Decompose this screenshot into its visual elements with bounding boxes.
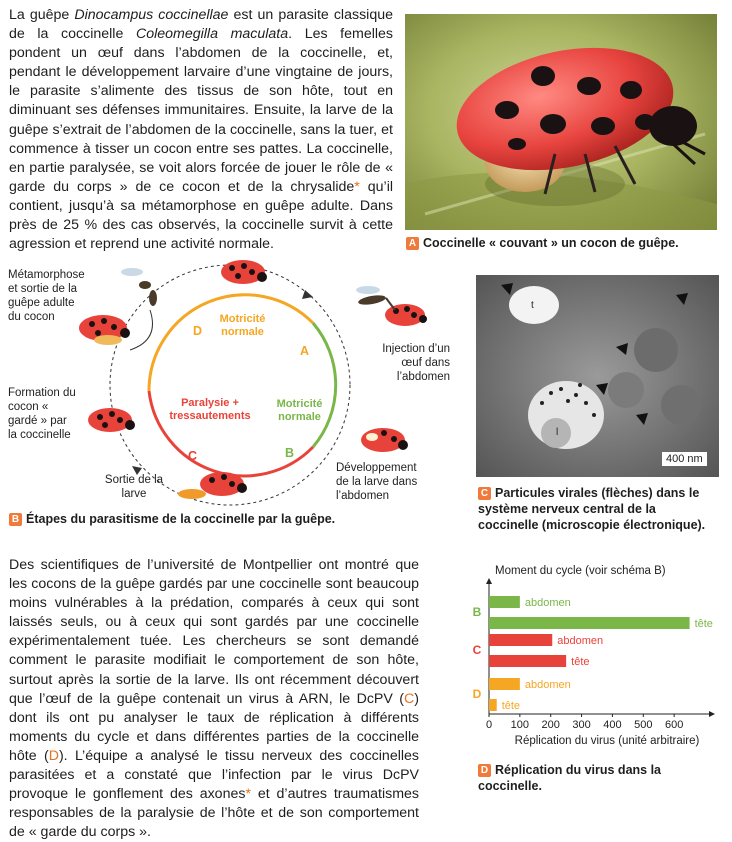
caption-b-text: Étapes du parasitisme de la coccinelle par la guêpe. xyxy=(26,512,336,526)
bar-label: abdomen xyxy=(524,679,571,691)
label-formation: Formation du cocon « gardé » par la coccinelle xyxy=(8,387,76,441)
caption-a-text: Coccinelle « couvant » un cocon de guêpe. xyxy=(423,236,679,250)
group-label: D xyxy=(472,687,482,701)
x-tick-label: 500 xyxy=(634,719,653,731)
photo-ladybird-cocoon xyxy=(405,14,717,230)
intro-text: est un parasite classique de la coccinelle xyxy=(9,7,393,43)
label-sortie: Sortie de la larve xyxy=(104,474,164,500)
caption-d-text: Réplication du virus dans la coccinelle. xyxy=(478,763,662,793)
x-tick-label: 600 xyxy=(664,719,684,731)
label-metamorphose: Métamorphose et sortie de la guêpe adulte du cocon xyxy=(8,269,85,323)
bar xyxy=(489,617,690,629)
micrograph-c xyxy=(476,275,719,477)
ref-d: D xyxy=(48,747,59,764)
ladybird-icon xyxy=(88,408,135,432)
stage-c: C xyxy=(188,449,198,463)
research-text: ). L’équipe a analysé le tissu nerveux des coccinelles parasitées et a constaté que l’infection par le virus DcPV provoque le gonflement des axones xyxy=(9,747,419,803)
inner-motricite-right: Motricité normale xyxy=(276,398,323,423)
inner-motricite-top: Motricité normale xyxy=(219,313,266,338)
caption-d xyxy=(478,762,728,794)
intro-text: qu’il contient, jusqu’à sa métamorphose en guêpe adulte. Dans près de 25 % des cas observés, la coccinelle survit à cette agression et reprend une activité normale. xyxy=(9,178,393,253)
ladybird-icon xyxy=(178,472,247,499)
stage-b: B xyxy=(285,446,295,460)
x-tick-label: 0 xyxy=(485,719,493,731)
caption-c-text: Particules virales (flèches) dans le système nerveux central de la coccinelle (microscopie électronique). xyxy=(478,486,706,532)
x-tick-label: 400 xyxy=(603,719,622,731)
intro-text: La guêpe xyxy=(9,7,75,23)
research-text: ) dont ils ont pu analyser le taux de réplication à différents moments du cycle et dans différentes parties de la coccinelle hôte ( xyxy=(9,690,419,764)
bar-label: abdomen xyxy=(557,635,604,647)
group-label: B xyxy=(472,605,482,619)
inner-paralysie: Paralysie + tressautements xyxy=(169,397,251,422)
bar-label: tête xyxy=(571,656,590,668)
label-injection: Injection d’un œuf dans l’abdomen xyxy=(382,343,450,383)
research-text: Des scientifiques de l’université de Montpellier ont montré que les cocons de la guêpe gardés par une coccinelle sont beaucoup moins vulnérables à la prédation, comparés à ceux qui sont laissés seuls, ou à ceux qui sont gardés par une coccinelle expérimentalement tuée. Les chercheurs se sont demandé comment le parasite modifiait le comportement de son hôte, surtout après la sortie de la larve. Ils ont récemment découvert que l’œuf de la guêpe contenait un virus à ARN, le DcPV ( xyxy=(9,557,419,707)
bar-label: tête xyxy=(501,700,521,712)
doc-c-badge: C xyxy=(478,487,491,500)
stage-a: A xyxy=(300,344,310,358)
glossary-asterisk: * xyxy=(354,178,360,195)
species-ladybird: Coleomegilla maculata xyxy=(135,26,289,43)
caption-c xyxy=(478,485,718,533)
caption-a xyxy=(406,235,726,251)
research-paragraph xyxy=(9,556,419,842)
species-wasp: Dinocampus coccinellae xyxy=(74,7,229,23)
bar xyxy=(489,596,520,608)
doc-d-badge: D xyxy=(478,764,491,777)
research-text: et d’autres traumatismes responsables de la paralysie de l’hôte et de son comportement de « garde du corps ». xyxy=(9,786,420,841)
x-axis-arrow xyxy=(709,711,715,717)
wasp-icon xyxy=(121,268,157,306)
virus-replication-chart xyxy=(465,562,727,762)
x-axis-label: Réplication du virus (unité arbitraire) xyxy=(514,735,700,747)
x-tick-label: 300 xyxy=(572,719,591,731)
glossary-asterisk: * xyxy=(245,786,251,803)
stage-d: D xyxy=(193,324,203,338)
intro-text: . Les femelles pondent un œuf dans l’abdomen de la coccinelle, et, pendant le développement larvaire d’une vingtaine de jours, le parasite s’alimente des tissus de son hôte, tout en diminuant ses défenses immunitaires. Ensuite, la larve de la guêpe s’extrait de l’abdomen de la coccinelle, sans la tuer, et commence à tisser un cocon entre ses pattes. La coccinelle, en partie paralysée, se voit alors forcée de jouer le rôle de « garde du corps » de ce cocon et de la chrysalide xyxy=(9,26,394,195)
bar xyxy=(489,678,520,690)
x-tick-label: 100 xyxy=(510,719,530,731)
doc-a-badge: A xyxy=(406,237,419,250)
intro-paragraph xyxy=(9,6,393,254)
bar xyxy=(489,699,497,711)
ladybird-icon xyxy=(385,304,427,326)
ladybird-icon xyxy=(361,428,408,452)
bar-label: tête xyxy=(694,618,713,630)
bar-label: abdomen xyxy=(524,597,571,609)
scale-bar: 400 nm xyxy=(662,452,707,466)
ladybird-icon xyxy=(221,260,267,284)
bar xyxy=(489,655,566,667)
x-tick-label: 200 xyxy=(541,719,560,731)
group-label: C xyxy=(472,643,482,657)
y-axis-arrow xyxy=(486,578,492,584)
caption-b xyxy=(9,511,429,527)
y-axis-label: Moment du cycle (voir schéma B) xyxy=(495,565,666,577)
bar xyxy=(489,634,552,646)
doc-b-badge: B xyxy=(9,513,22,526)
label-developpement: Développement de la larve dans l’abdomen xyxy=(336,462,418,502)
ref-c: C xyxy=(404,690,415,707)
mark-t: t xyxy=(531,300,534,311)
mark-l: l xyxy=(556,427,559,438)
wasp-icon xyxy=(356,286,395,310)
